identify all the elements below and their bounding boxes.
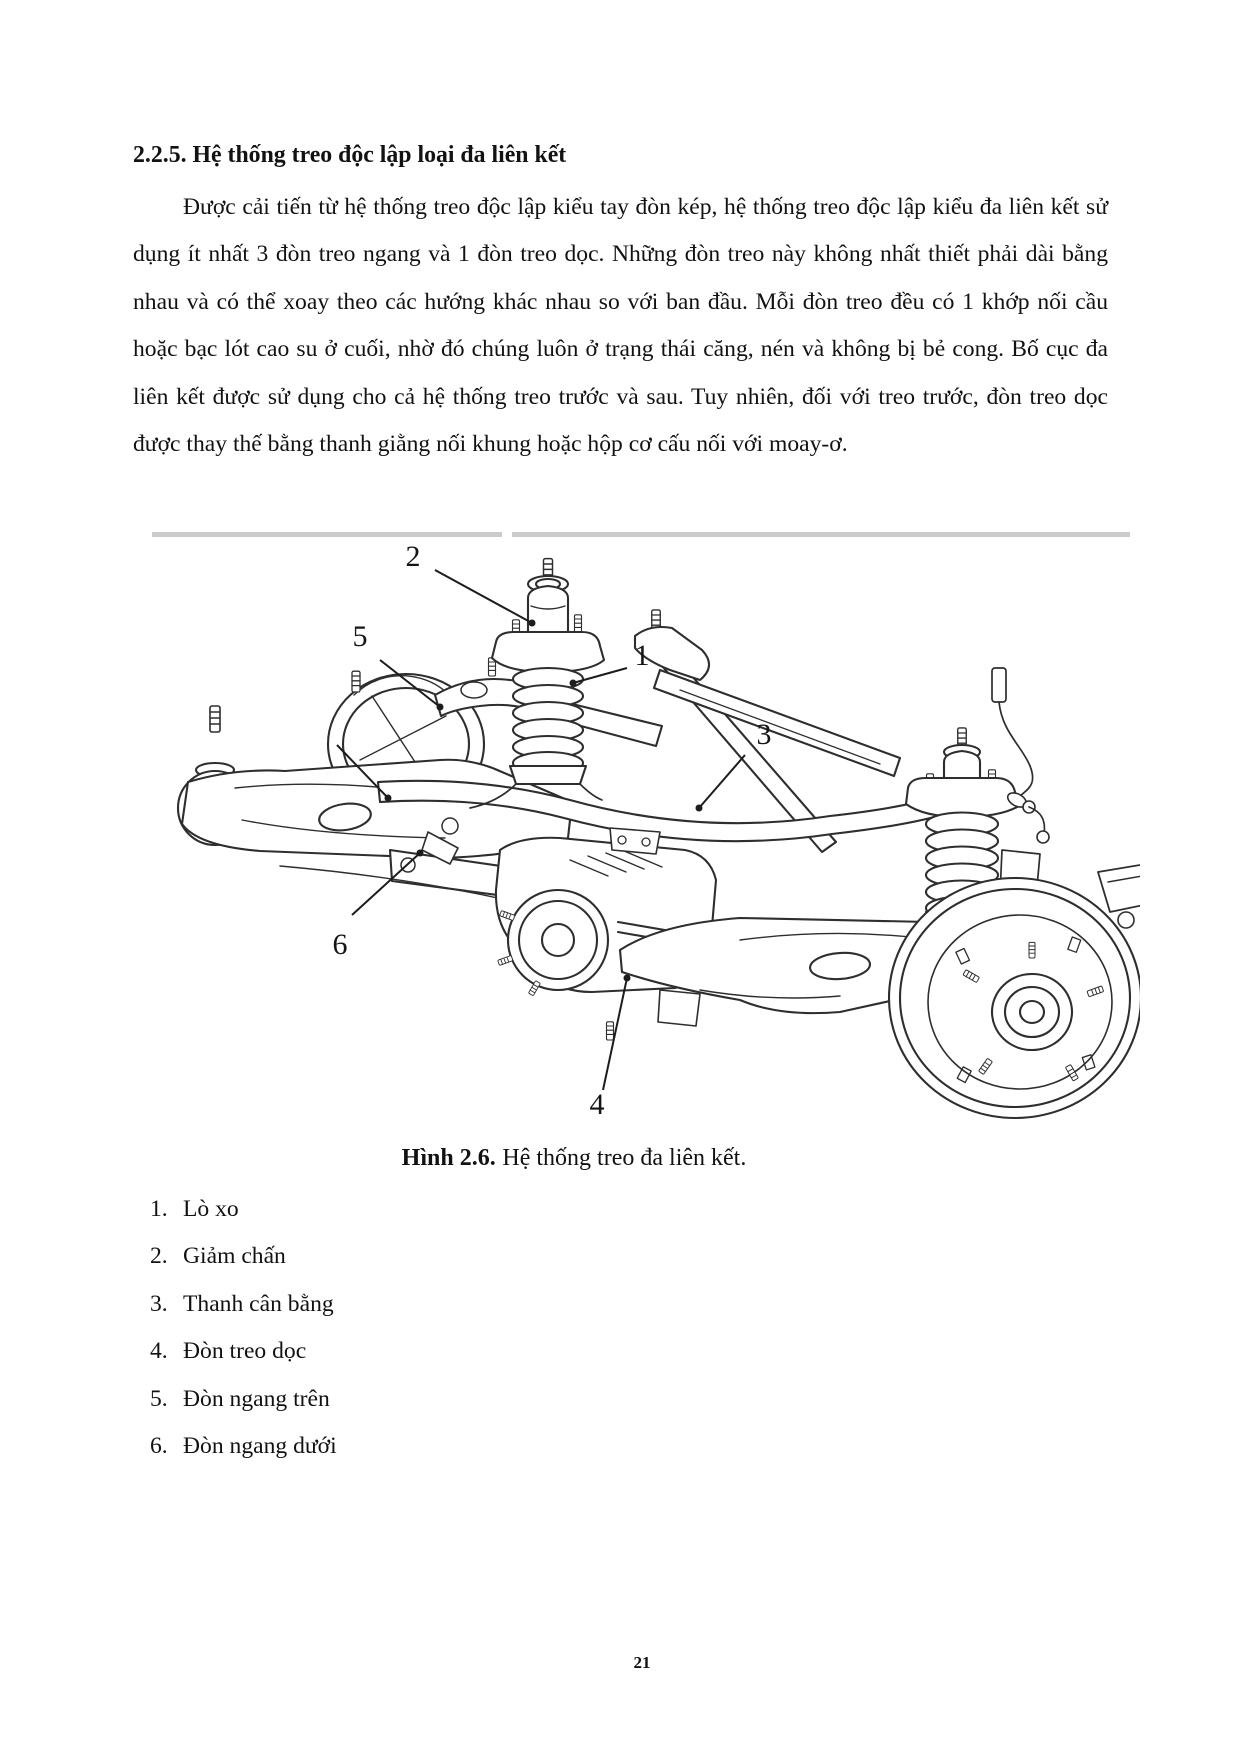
legend-item-label: Thanh cân bằng bbox=[183, 1290, 334, 1317]
legend-item-label: Đòn treo dọc bbox=[183, 1338, 307, 1365]
figure-caption-text: Hệ thống treo đa liên kết. bbox=[502, 1145, 747, 1171]
page-number: 21 bbox=[633, 1653, 651, 1672]
legend-item bbox=[150, 1376, 337, 1423]
legend-item bbox=[150, 1328, 337, 1375]
legend-item-label: Giảm chấn bbox=[183, 1243, 286, 1270]
legend-item-label: Đòn ngang dưới bbox=[183, 1433, 337, 1460]
callout-6: 6 bbox=[332, 928, 348, 961]
suspension-figure bbox=[140, 520, 1140, 1120]
section-heading: 2.2.5. Hệ thống treo độc lập loại đa liên kết bbox=[133, 142, 567, 168]
figure-2-6 bbox=[140, 520, 1140, 1120]
legend-item-number: 5. bbox=[150, 1385, 168, 1412]
figure-caption bbox=[133, 1141, 1015, 1175]
figure-legend bbox=[150, 1186, 337, 1470]
legend-item-label: Lò xo bbox=[183, 1196, 239, 1222]
legend-item-number: 6. bbox=[150, 1433, 168, 1460]
callout-4: 4 bbox=[589, 1088, 605, 1120]
legend-item bbox=[150, 1186, 337, 1233]
figure-caption-number: Hình 2.6. bbox=[401, 1145, 496, 1171]
callout-1: 1 bbox=[634, 639, 650, 672]
legend-item-number: 3. bbox=[150, 1290, 168, 1317]
legend-item-label: Đòn ngang trên bbox=[183, 1385, 330, 1412]
legend-item-number: 2. bbox=[150, 1243, 168, 1270]
callout-3: 3 bbox=[756, 718, 772, 751]
legend-item-number: 4. bbox=[150, 1338, 168, 1365]
brake-disc bbox=[889, 878, 1140, 1118]
scan-artifact-strips bbox=[152, 532, 1130, 537]
legend-item bbox=[150, 1281, 337, 1328]
legend-item-number: 1. bbox=[150, 1196, 168, 1222]
callout-2: 2 bbox=[405, 540, 421, 573]
callout-5: 5 bbox=[352, 620, 368, 653]
legend-item bbox=[150, 1423, 337, 1470]
body-paragraph: Được cải tiến từ hệ thống treo độc lập kiểu tay đòn kép, hệ thống treo độc lập kiểu đa liên kết sử dụng ít nhất 3 đòn treo ngang và 1 đòn treo dọc. Những đòn treo này không nhất thiết phải dài bằng nhau và có thể xoay theo các hướng khác nhau so với ban đầu. Mỗi đòn treo đều có 1 khớp nối cầu hoặc bạc lót cao su ở cuối, nhờ đó chúng luôn ở trạng thái căng, nén và không bị bẻ cong. Bố cục đa liên kết được sử dụng cho cả hệ thống treo trước và sau. Tuy nhiên, đối với treo trước, đòn treo dọc được thay thế bằng thanh giằng nối khung hoặc hộp cơ cấu nối với moay-ơ. bbox=[133, 194, 1108, 458]
sensor-wire bbox=[992, 668, 1049, 843]
legend-item bbox=[150, 1233, 337, 1280]
